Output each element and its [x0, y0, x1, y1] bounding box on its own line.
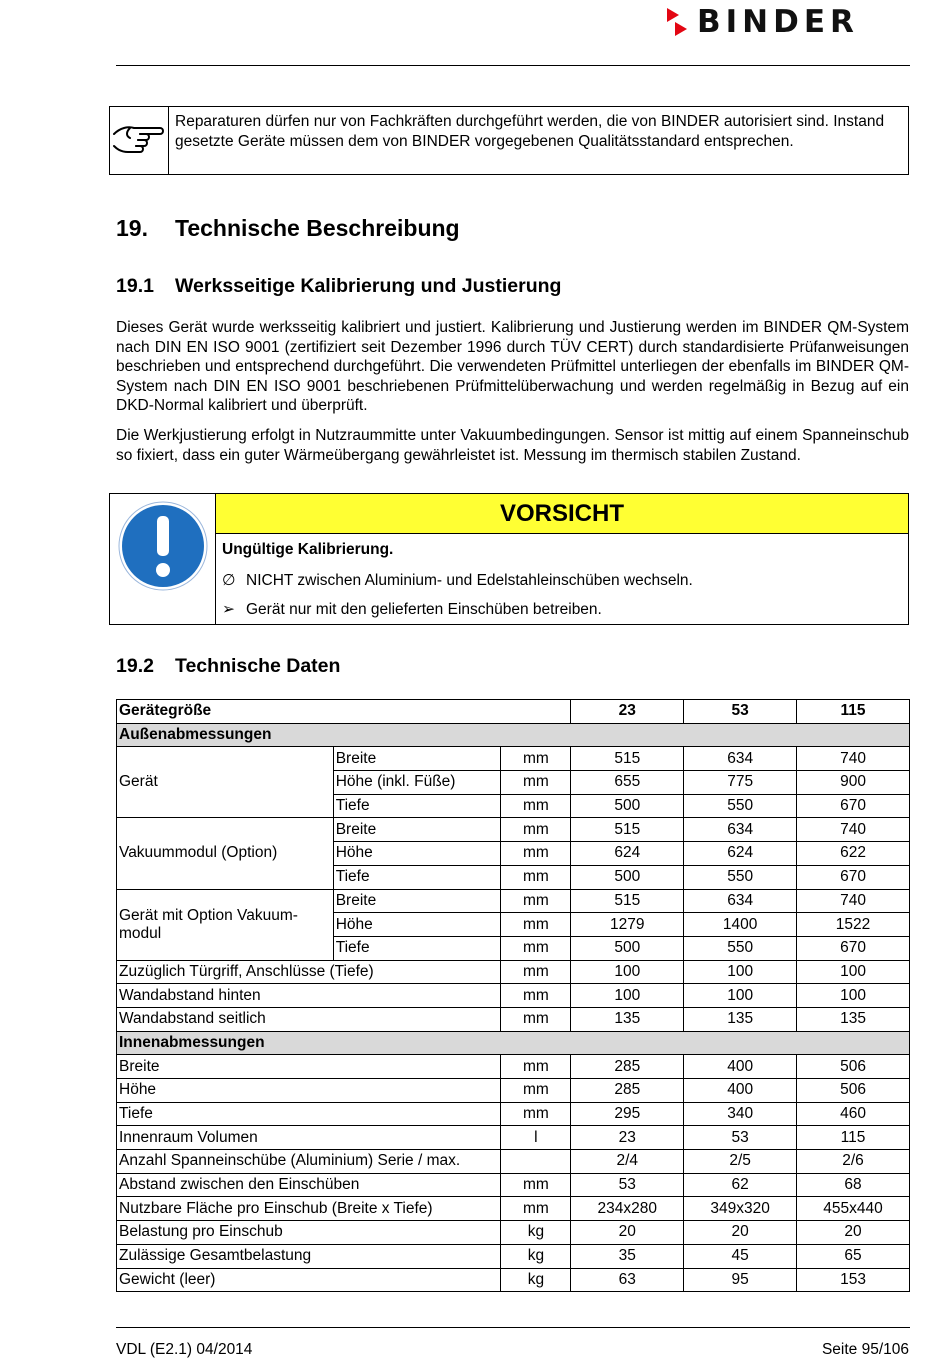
footer-page-number: Seite 95/106	[821, 1341, 909, 1358]
footer-rule	[116, 1327, 910, 1328]
table-row: Zulässige Gesamtbelastung kg 35 45 65	[117, 1244, 910, 1268]
caution-subject: Ungültige Kalibrierung.	[222, 541, 394, 558]
prohibit-icon: ∅	[222, 572, 236, 589]
exclamation-mandatory-icon	[117, 500, 209, 592]
table-row: Höhe mm 624 624 622	[117, 842, 910, 866]
table-row: Wandabstand hinten mm 100 100 100	[117, 984, 910, 1008]
table-row: Höhe mm 1279 1400 1522	[117, 913, 910, 937]
table-row: Gerät Breite mm 515 634 740	[117, 747, 910, 771]
table-row: Vakuummodul (Option) Breite mm 515 634 740	[117, 818, 910, 842]
caution-box	[109, 493, 909, 625]
table-row: Höhe mm 285 400 506	[117, 1079, 910, 1103]
caution-action-line: ➢ Gerät nur mit den gelieferten Einschüben betreiben.	[222, 601, 602, 618]
table-row: Tiefe mm 500 550 670	[117, 794, 910, 818]
table-row: Zuzüglich Türgriff, Anschlüsse (Tiefe) mm 100 100 100	[117, 960, 910, 984]
table-row: Innenraum Volumen l 23 53 115	[117, 1126, 910, 1150]
note-text: Reparaturen dürfen nur von Fachkräften durchgeführt werden, die von BINDER autorisiert sind. Instand gesetzte Geräte müssen dem von BINDER vorgegebenen Qualitätsstandard entsprechen.	[175, 113, 885, 150]
section-19-2-heading: 19.2 Technische Daten	[116, 655, 341, 677]
paragraph-calibration: Dieses Gerät wurde werksseitig kalibriert und justiert. Kalibrierung und Justierung werden im BINDER QM-System nach DIN EN ISO 9001 (zertifiziert seit Dezember 1996 durch TÜV CERT) durch standardisierte Prüfanweisungen beschrieben und entsprechend durchgeführt. Die verwendeten Prüfmittel unterliegen der ebenfalls im BINDER QM-System nach DIN EN ISO 9001 beschriebenen Prüfmittelüberwachung und werden regelmäßig in Bezug auf ein DKD-Normal kalibriert und überprüft.	[116, 319, 909, 414]
table-row: Belastung pro Einschub kg 20 20 20	[117, 1221, 910, 1245]
paragraph-adjustment: Die Werkjustierung erfolgt in Nutzraummitte unter Vakuumbedingungen. Sensor ist mittig auf einem Spanneinschub so fixiert, dass ein guter Wärmeübergang gewährleistet ist. Messung im thermisch stabilen Zustand.	[116, 427, 909, 464]
arrow-bullet-icon: ➢	[222, 601, 235, 618]
table-section-row: Außenabmessungen	[117, 723, 910, 747]
table-section-row: Innenabmessungen	[117, 1031, 910, 1055]
caution-prohibit-line: ∅ NICHT zwischen Aluminium- und Edelstahleinschüben wechseln.	[222, 572, 693, 589]
table-row: Tiefe mm 500 550 670	[117, 936, 910, 960]
section-19-heading: 19. Technische Beschreibung	[116, 215, 460, 241]
pointing-hand-icon	[110, 120, 168, 162]
table-row: Höhe (inkl. Füße) mm 655 775 900	[117, 771, 910, 795]
footer-document-id: VDL (E2.1) 04/2014	[116, 1341, 253, 1358]
table-row: Gerät mit Option Vakuum-modul Breite mm 515 634 740	[117, 889, 910, 913]
table-row: Nutzbare Fläche pro Einschub (Breite x Tiefe) mm 234x280 349x320 455x440	[117, 1197, 910, 1221]
table-header-row: Gerätegröße 23 53 115	[117, 700, 910, 724]
table-row: Breite mm 285 400 506	[117, 1055, 910, 1079]
table-row: Tiefe mm 500 550 670	[117, 865, 910, 889]
table-row: Abstand zwischen den Einschüben mm 53 62 68	[117, 1173, 910, 1197]
table-row: Wandabstand seitlich mm 135 135 135	[117, 1007, 910, 1031]
table-row: Anzahl Spanneinschübe (Aluminium) Serie / max. 2/4 2/5 2/6	[117, 1150, 910, 1174]
caution-header: VORSICHT	[216, 494, 908, 534]
section-19-1-heading: 19.1 Werksseitige Kalibrierung und Justierung	[116, 275, 562, 297]
binder-arrow-icon	[665, 7, 689, 37]
table-row: Tiefe mm 295 340 460	[117, 1102, 910, 1126]
note-box	[109, 106, 909, 175]
header-rule	[116, 65, 910, 66]
logo-text: BINDER	[697, 4, 859, 40]
table-row: Gewicht (leer) kg 63 95 153	[117, 1268, 910, 1292]
technical-data-table	[116, 699, 910, 1292]
binder-logo	[665, 4, 859, 40]
